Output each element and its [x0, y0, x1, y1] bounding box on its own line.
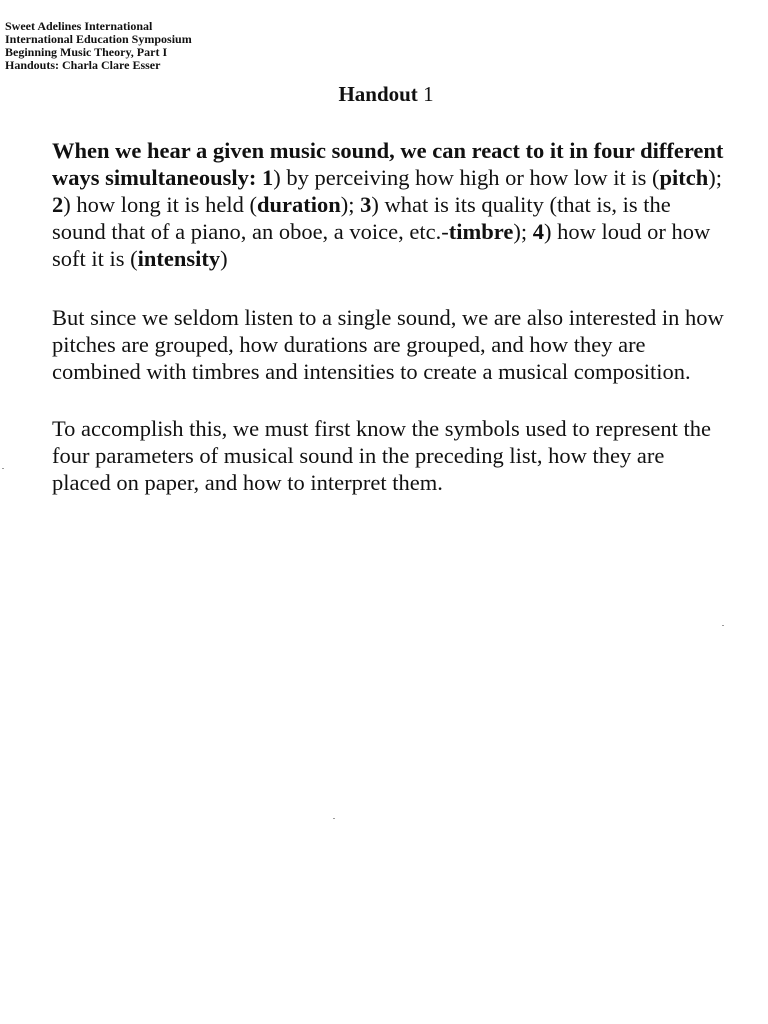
paragraph-2-line-3: combined with timbres and intensities to create a musical composition. [52, 359, 691, 384]
item-number-1: 1 [262, 165, 274, 190]
paragraph-1-line-1 [52, 137, 768, 164]
item-number-3: 3 [360, 192, 372, 217]
paragraph-2-line-2: pitches are grouped, how durations are grouped, and how they are [52, 332, 646, 357]
keyword-pitch: pitch [659, 165, 709, 190]
header-event: International Education Symposium [5, 32, 192, 46]
paragraph-1-line-2: ways simultaneously: 1) by perceiving how high or how low it is (pitch); [52, 165, 722, 190]
paragraph-1-line-4: sound that of a piano, an oboe, a voice, etc.-timbre); 4) how loud or how [52, 219, 711, 244]
title-word: Handout [338, 82, 418, 106]
page-title [0, 82, 768, 107]
title-number: 1 [423, 82, 434, 106]
header-author: Handouts: Charla Clare Esser [5, 58, 161, 72]
item-number-4: 4 [532, 219, 544, 244]
lead-statement-1: When we hear a given music sound, we can react to it in four different [52, 138, 724, 163]
lead-statement-2: ways simultaneously: [52, 165, 257, 190]
keyword-intensity: intensity [137, 246, 221, 271]
paragraph-3 [52, 415, 768, 496]
keyword-duration: duration [256, 192, 341, 217]
paragraph-2-line-1: But since we seldom listen to a single sound, we are also interested in how [52, 305, 724, 330]
keyword-timbre: timbre [448, 219, 514, 244]
header-organization: Sweet Adelines International [5, 19, 153, 33]
paragraph-3-line-2: four parameters of musical sound in the preceding list, how they are [52, 443, 665, 468]
paragraph-2 [52, 304, 768, 385]
paragraph-1-line-5: soft it is (intensity) [52, 246, 228, 271]
paragraph-1 [52, 137, 768, 272]
paragraph-1-line-3: 2) how long it is held (duration); 3) what is its quality (that is, is the [52, 192, 671, 217]
item-number-2: 2 [52, 192, 64, 217]
scan-speck [333, 818, 335, 819]
document-header [5, 20, 192, 72]
paragraph-3-line-3: placed on paper, and how to interpret them. [52, 470, 443, 495]
paragraph-3-line-1: To accomplish this, we must first know the symbols used to represent the [52, 416, 711, 441]
header-course: Beginning Music Theory, Part I [5, 45, 168, 59]
scan-speck [2, 468, 4, 469]
scan-speck [722, 625, 724, 626]
